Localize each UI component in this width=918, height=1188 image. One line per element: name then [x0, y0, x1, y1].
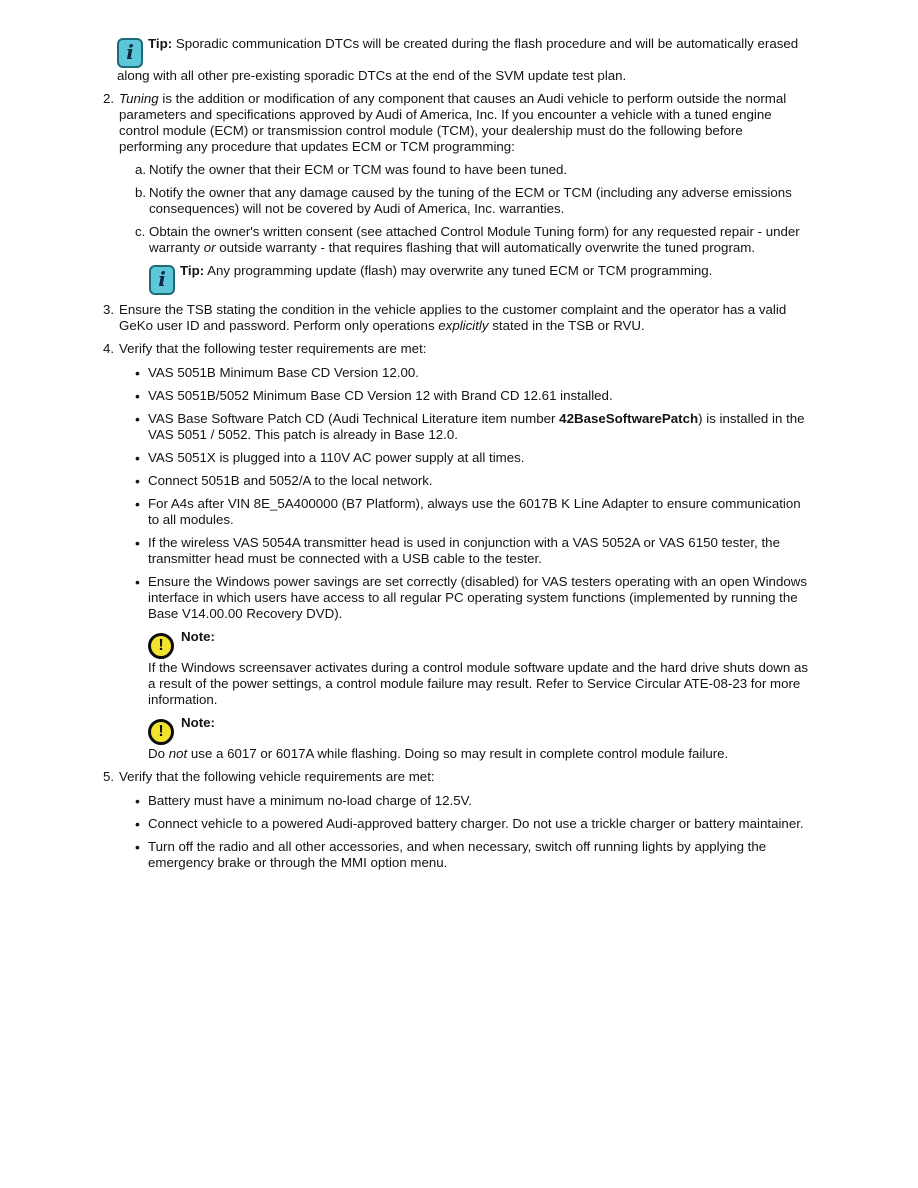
bullet-text: VAS 5051B/5052 Minimum Base CD Version 12 with Brand CD 12.61 installed.: [148, 388, 613, 403]
item-4-bullets: [135, 365, 809, 622]
bullet-item: [135, 816, 809, 832]
bullet-text: VAS 5051X is plugged into a 110V AC power supply at all times.: [148, 450, 525, 465]
sub-item-letter: a.: [135, 162, 147, 177]
sub-item-b-text: Notify the owner that any damage caused by the tuning of the ECM or TCM (including any adverse emissions consequences) will not be covered by Audi of America, Inc. warranties.: [149, 185, 792, 216]
bullet-item: [135, 365, 809, 381]
warning-note-icon: !: [148, 633, 174, 659]
note-1-text: If the Windows screensaver activates during a control module software update and the hard drive shuts down as a result of the power settings, a control module failure may result. Refer to Service Circular ATE-08-23 for more information.: [148, 660, 809, 707]
sub-item-a: [135, 162, 809, 178]
note-block-2: [148, 715, 809, 762]
item-3-text-post: stated in the TSB or RVU.: [488, 318, 645, 333]
bullet-text: VAS 5051B Minimum Base CD Version 12.00.: [148, 365, 419, 380]
tip-text: Any programming update (flash) may overwrite any tuned ECM or TCM programming.: [204, 263, 713, 278]
item-3-italic: explicitly: [438, 318, 489, 333]
note-2-text: [148, 746, 809, 762]
sub-item-c-text-post: outside warranty - that requires flashing that will automatically overwrite the tuned program.: [215, 240, 756, 255]
list-item-4: [103, 341, 809, 762]
bullet-text: If the wireless VAS 5054A transmitter head is used in conjunction with a VAS 5052A or VAS 6150 tester, the transmitter head must be connected with a USB cable to the tester.: [148, 535, 780, 566]
bullet-text: VAS Base Software Patch CD (Audi Technical Literature item number: [148, 411, 560, 426]
item-5-text: Verify that the following vehicle requirements are met:: [119, 769, 435, 784]
sub-item-c-text-pre: Obtain the owner's written consent (see attached Control Module Tuning form) for any requested repair - under warranty: [149, 224, 800, 255]
item-number: 3.: [103, 302, 115, 317]
note-header: [148, 715, 809, 745]
tip-text: Sporadic communication DTCs will be created during the flash procedure and will be automatically erased along with all other pre-existing sporadic DTCs at the end of the SVM update test plan.: [117, 36, 799, 83]
bullet-item: [135, 450, 809, 466]
bullet-item: [135, 473, 809, 489]
tip-paragraph-1: [117, 36, 809, 84]
note-label: Note:: [181, 629, 215, 644]
item-2-text: is the addition or modification of any component that causes an Audi vehicle to perform outside the normal parameters and specifications approved by Audi of America, Inc. If you encounter a vehicle with a tuned engine control module (ECM) or transmission control module (TCM), your dealership must do the following before performing any procedure that updates ECM or TCM programming:: [119, 91, 787, 154]
item-5-bullets: [135, 793, 809, 871]
tip-label: Tip:: [148, 36, 173, 51]
note-2-text-pre: Do: [148, 746, 169, 761]
bullet-item: [135, 839, 809, 871]
list-item-5: [103, 769, 809, 871]
bullet-item: [135, 388, 809, 404]
bullet-text-bold: 42BaseSoftwarePatch: [559, 411, 699, 426]
bullet-item: [135, 411, 809, 443]
tip-label: Tip:: [180, 263, 205, 278]
item-number: 4.: [103, 341, 115, 356]
bullet-text: For A4s after VIN 8E_5A400000 (B7 Platform), always use the 6017B K Line Adapter to ensure communication to all modules.: [148, 496, 801, 527]
bullet-item: [135, 793, 809, 809]
note-2-text-post: use a 6017 or 6017A while flashing. Doing so may result in complete control module failure.: [187, 746, 729, 761]
bullet-text: Ensure the Windows power savings are set correctly (disabled) for VAS testers operating with an open Windows interface in which users have access to all regular PC operating system functions (implemented by running the Base V14.00.00 Recovery DVD).: [148, 574, 807, 621]
bullet-item: [135, 535, 809, 567]
warning-note-icon: !: [148, 719, 174, 745]
bullet-text: Connect vehicle to a powered Audi-approved battery charger. Do not use a trickle charger or battery maintainer.: [148, 816, 804, 831]
sub-item-letter: b.: [135, 185, 147, 200]
bullet-text: ) is installed in the VAS 5051 / 5052. This patch is already in Base 12.0.: [148, 411, 805, 442]
item-number: 5.: [103, 769, 115, 784]
bullet-text: Battery must have a minimum no-load charge of 12.5V.: [148, 793, 472, 808]
sub-item-b: [135, 185, 809, 217]
item-4-text: Verify that the following tester requirements are met:: [119, 341, 427, 356]
info-tip-icon: i: [117, 38, 143, 68]
item-2-lead-italic: Tuning: [119, 91, 159, 106]
sub-item-c-italic: or: [203, 240, 216, 255]
note-label: Note:: [181, 715, 215, 730]
bullet-text: Connect 5051B and 5052/A to the local network.: [148, 473, 433, 488]
sub-item-letter: c.: [135, 224, 146, 239]
sub-item-a-text: Notify the owner that their ECM or TCM was found to have been tuned.: [149, 162, 568, 177]
note-header: [148, 629, 809, 659]
bullet-item: [135, 496, 809, 528]
document-content: [103, 36, 809, 878]
tip-paragraph-2: [149, 263, 809, 295]
list-item-3: [103, 302, 809, 334]
item-number: 2.: [103, 91, 115, 106]
item-2-sublist: [135, 162, 809, 256]
bullet-text: Turn off the radio and all other accessories, and when necessary, switch off running lights by applying the emergency brake or through the MMI option menu.: [148, 839, 767, 870]
bullet-item: [135, 574, 809, 622]
list-item-2: [103, 91, 809, 295]
sub-item-c: [135, 224, 809, 256]
item-3-text-pre: Ensure the TSB stating the condition in the vehicle applies to the customer complaint and the operator has a valid GeKo user ID and password. Perform only operations: [119, 302, 787, 333]
note-2-italic: not: [168, 746, 188, 761]
note-block-1: [148, 629, 809, 708]
info-tip-icon: i: [149, 265, 175, 295]
